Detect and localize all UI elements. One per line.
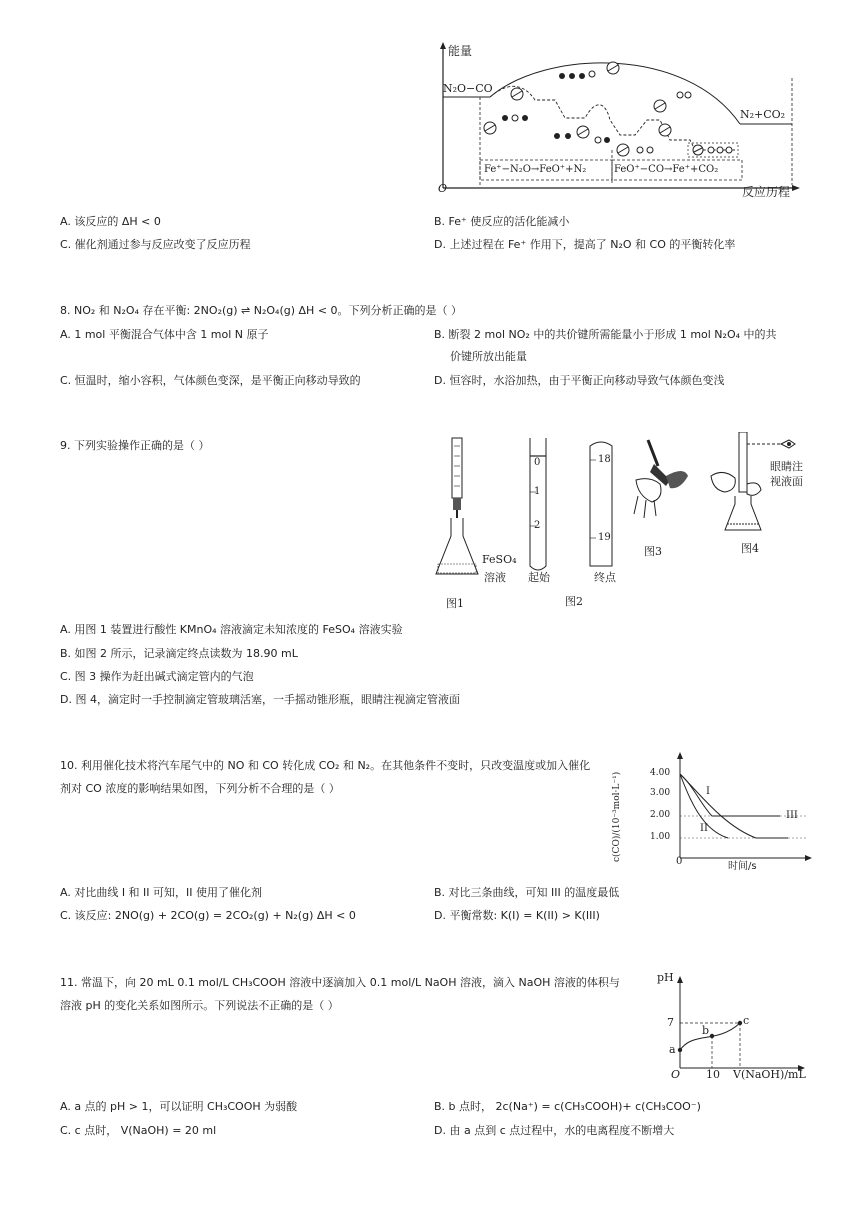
q10-option-c: C. 该反应: 2NO(g) + 2CO(g) = 2CO₂(g) + N₂(g) ΔH < 0 <box>60 909 356 922</box>
q11-option-b: B. b 点时， 2c(Na⁺) = c(CH₃COOH)+ c(CH₃COO⁻) <box>434 1100 701 1113</box>
q10-option-a: A. 对比曲线 I 和 II 可知，II 使用了催化剂 <box>60 886 263 899</box>
co-graph-y-tick-3: 3.00 <box>650 788 671 798</box>
q10-stem-line1: 10. 利用催化技术将汽车尾气中的 NO 和 CO 转化成 CO₂ 和 N₂。在其他条件不变时，只改变温度或加入催化 <box>60 759 591 772</box>
q7-option-c: C. 催化剂通过参与反应改变了反应历程 <box>60 238 251 251</box>
co-graph-y-tick-1: 1.00 <box>650 832 671 842</box>
q8-option-a: A. 1 mol 平衡混合气体中含 1 mol N 原子 <box>60 328 269 341</box>
figure2-tick-1: 1 <box>534 486 541 497</box>
co-graph-curve-iii: III <box>786 810 798 821</box>
q8-option-d: D. 恒容时，水浴加热，由于平衡正向移动导致气体颜色变浅 <box>434 374 725 387</box>
q10-stem-line2: 剂对 CO 浓度的影响结果如图，下列分析不合理的是（ ） <box>60 782 340 795</box>
q11-stem-line1: 11. 常温下，向 20 mL 0.1 mol/L CH₃COOH 溶液中逐滴加入 0.1 mol/L NaOH 溶液，滴入 NaOH 溶液的体积与 <box>60 976 620 989</box>
ph-graph-point-a: a <box>669 1043 676 1056</box>
ph-graph-y-label: pH <box>657 971 674 984</box>
co-graph-origin: 0 <box>676 856 683 867</box>
figure3-label: 图3 <box>644 545 662 558</box>
ph-graph-point-b: b <box>702 1024 710 1037</box>
energy-left-state: N₂O−CO <box>443 82 493 95</box>
energy-step2-label: FeO⁺−CO→Fe⁺+CO₂ <box>614 164 719 175</box>
figure2-tick-0: 0 <box>534 457 541 468</box>
q9-option-a: A. 用图 1 装置进行酸性 KMnO₄ 溶液滴定未知浓度的 FeSO₄ 溶液实验 <box>60 623 403 636</box>
ph-graph-tick-10: 10 <box>706 1068 720 1081</box>
figure2-tick-19: 19 <box>598 532 611 543</box>
q8-stem: 8. NO₂ 和 N₂O₄ 存在平衡: 2NO₂(g) ⇌ N₂O₄(g) ΔH < 0。下列分析正确的是（ ） <box>60 304 463 317</box>
ph-titration-graph <box>660 968 810 1080</box>
figure2-tick-2: 2 <box>534 520 541 531</box>
figure2-start-label: 起始 <box>528 571 550 584</box>
q10-option-b: B. 对比三条曲线，可知 III 的温度最低 <box>434 886 620 899</box>
figure2-label: 图2 <box>565 595 583 608</box>
co-graph-y-label: c(CO)/(10⁻³mol·L⁻¹) <box>612 771 622 862</box>
figure2-end-label: 终点 <box>594 571 616 584</box>
q10-option-d: D. 平衡常数: K(I) = K(II) > K(III) <box>434 909 600 922</box>
figure1-burette-flask <box>430 436 490 586</box>
energy-origin: O <box>438 182 448 195</box>
co-graph-y-tick-2: 2.00 <box>650 810 671 820</box>
co-graph-x-label: 时间/s <box>728 861 757 872</box>
q8-option-b-line1: B. 断裂 2 mol NO₂ 中的共价键所需能量小于形成 1 mol N₂O₄ 中的共 <box>434 328 777 341</box>
ph-graph-x-label: V(NaOH)/mL <box>733 1068 806 1081</box>
q7-option-a: A. 该反应的 ΔH < 0 <box>60 215 161 228</box>
ph-graph-origin: O <box>671 1068 681 1081</box>
figure4-note-line1: 眼睛注 <box>770 460 803 473</box>
co-graph-y-tick-4: 4.00 <box>650 768 671 778</box>
q11-option-a: A. a 点的 pH > 1，可以证明 CH₃COOH 为弱酸 <box>60 1100 298 1113</box>
energy-axis-label: 能量 <box>448 44 473 58</box>
q11-option-d: D. 由 a 点到 c 点过程中，水的电离程度不断增大 <box>434 1124 675 1137</box>
q9-option-c: C. 图 3 操作为赶出碱式滴定管内的气泡 <box>60 670 254 683</box>
q11-option-c: C. c 点时， V(NaOH) = 20 ml <box>60 1124 217 1137</box>
figure4-note-line2: 视液面 <box>770 475 803 488</box>
energy-right-state: N₂+CO₂ <box>740 108 786 121</box>
figure1-solution-word: 溶液 <box>484 571 506 584</box>
q8-option-c: C. 恒温时，缩小容积，气体颜色变深，是平衡正向移动导致的 <box>60 374 361 387</box>
figure1-label: 图1 <box>446 597 464 610</box>
figure3-hand-burette <box>630 436 692 536</box>
figure4-label: 图4 <box>741 542 759 555</box>
q9-option-b: B. 如图 2 所示，记录滴定终点读数为 18.90 mL <box>60 647 298 660</box>
ph-graph-tick-7: 7 <box>667 1016 674 1029</box>
q9-option-d: D. 图 4，滴定时一手控制滴定管玻璃活塞，一手摇动锥形瓶，眼睛注视滴定管液面 <box>60 693 460 706</box>
co-graph-curve-i: I <box>706 786 710 797</box>
q8-option-b-line2: 价键所放出能量 <box>450 350 527 363</box>
ph-graph-point-c: c <box>743 1014 750 1027</box>
q11-stem-line2: 溶液 pH 的变化关系如图所示。下列说法不正确的是（ ） <box>60 999 339 1012</box>
co-graph-curve-ii: II <box>700 823 708 834</box>
energy-x-label: 反应历程 <box>742 185 791 199</box>
figure1-solution-name: FeSO₄ <box>482 553 517 566</box>
q7-option-b: B. Fe⁺ 使反应的活化能减小 <box>434 215 570 228</box>
q9-stem: 9. 下列实验操作正确的是（ ） <box>60 439 210 452</box>
energy-step1-label: Fe⁺−N₂O→FeO⁺+N₂ <box>484 164 587 175</box>
q7-option-d: D. 上述过程在 Fe⁺ 作用下，提高了 N₂O 和 CO 的平衡转化率 <box>434 238 736 251</box>
figure2-tick-18: 18 <box>598 454 611 465</box>
